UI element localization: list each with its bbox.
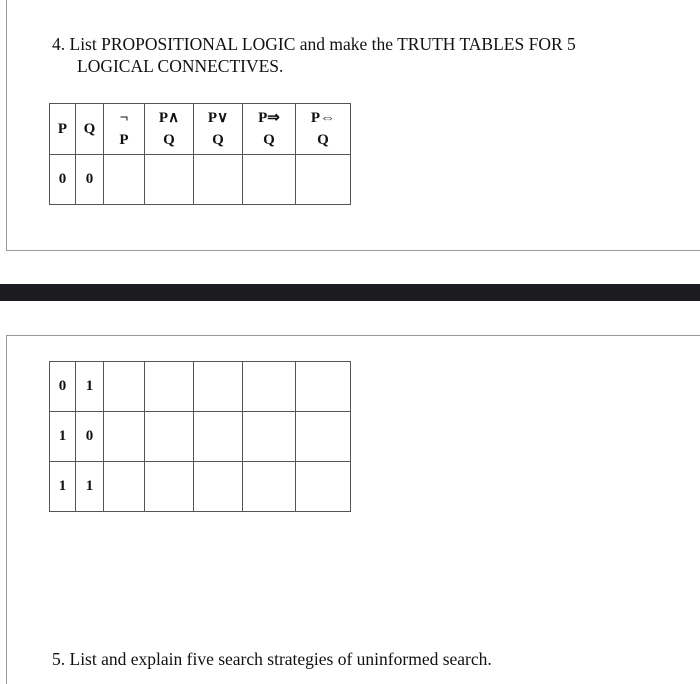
question-4-line-1: 4. List PROPOSITIONAL LOGIC and make the TRUTH TABLES FOR 5 bbox=[52, 34, 576, 54]
cell-p: 0 bbox=[50, 362, 76, 412]
header-p: P bbox=[50, 104, 76, 155]
table-header-row bbox=[50, 104, 351, 155]
cell-empty[interactable] bbox=[296, 155, 351, 205]
cell-empty[interactable] bbox=[296, 412, 351, 462]
cell-empty[interactable] bbox=[243, 155, 296, 205]
table-row bbox=[50, 412, 351, 462]
truth-table-top bbox=[49, 103, 351, 205]
cell-empty[interactable] bbox=[104, 362, 145, 412]
cell-p: 0 bbox=[50, 155, 76, 205]
question-4 bbox=[52, 33, 576, 77]
cell-p: 1 bbox=[50, 462, 76, 512]
cell-q: 0 bbox=[76, 155, 104, 205]
cell-empty[interactable] bbox=[194, 412, 243, 462]
question-5: 5. List and explain five search strategies of uninformed search. bbox=[52, 649, 492, 669]
cell-p: 1 bbox=[50, 412, 76, 462]
header-p-or-q: P∨ Q bbox=[194, 104, 243, 155]
cell-empty[interactable] bbox=[145, 412, 194, 462]
cell-empty[interactable] bbox=[104, 412, 145, 462]
question-4-line-2: LOGICAL CONNECTIVES. bbox=[77, 56, 284, 76]
header-p-and-q: P∧ Q bbox=[145, 104, 194, 155]
cell-empty[interactable] bbox=[145, 155, 194, 205]
cell-empty[interactable] bbox=[194, 362, 243, 412]
cell-empty[interactable] bbox=[104, 155, 145, 205]
table-row bbox=[50, 462, 351, 512]
cell-empty[interactable] bbox=[194, 462, 243, 512]
header-q: Q bbox=[76, 104, 104, 155]
cell-q: 1 bbox=[76, 462, 104, 512]
table-row bbox=[50, 362, 351, 412]
cell-empty[interactable] bbox=[194, 155, 243, 205]
cell-q: 1 bbox=[76, 362, 104, 412]
cell-empty[interactable] bbox=[145, 462, 194, 512]
header-p-iff-q: P⇔ Q bbox=[296, 104, 351, 155]
page-divider bbox=[0, 284, 700, 301]
cell-empty[interactable] bbox=[104, 462, 145, 512]
header-p-implies-q: P⇒ Q bbox=[243, 104, 296, 155]
cell-empty[interactable] bbox=[243, 462, 296, 512]
table-row bbox=[50, 155, 351, 205]
cell-q: 0 bbox=[76, 412, 104, 462]
truth-table-bottom bbox=[49, 361, 351, 512]
cell-empty[interactable] bbox=[296, 462, 351, 512]
cell-empty[interactable] bbox=[145, 362, 194, 412]
cell-empty[interactable] bbox=[296, 362, 351, 412]
header-not-p: ¬ P bbox=[104, 104, 145, 155]
cell-empty[interactable] bbox=[243, 362, 296, 412]
cell-empty[interactable] bbox=[243, 412, 296, 462]
